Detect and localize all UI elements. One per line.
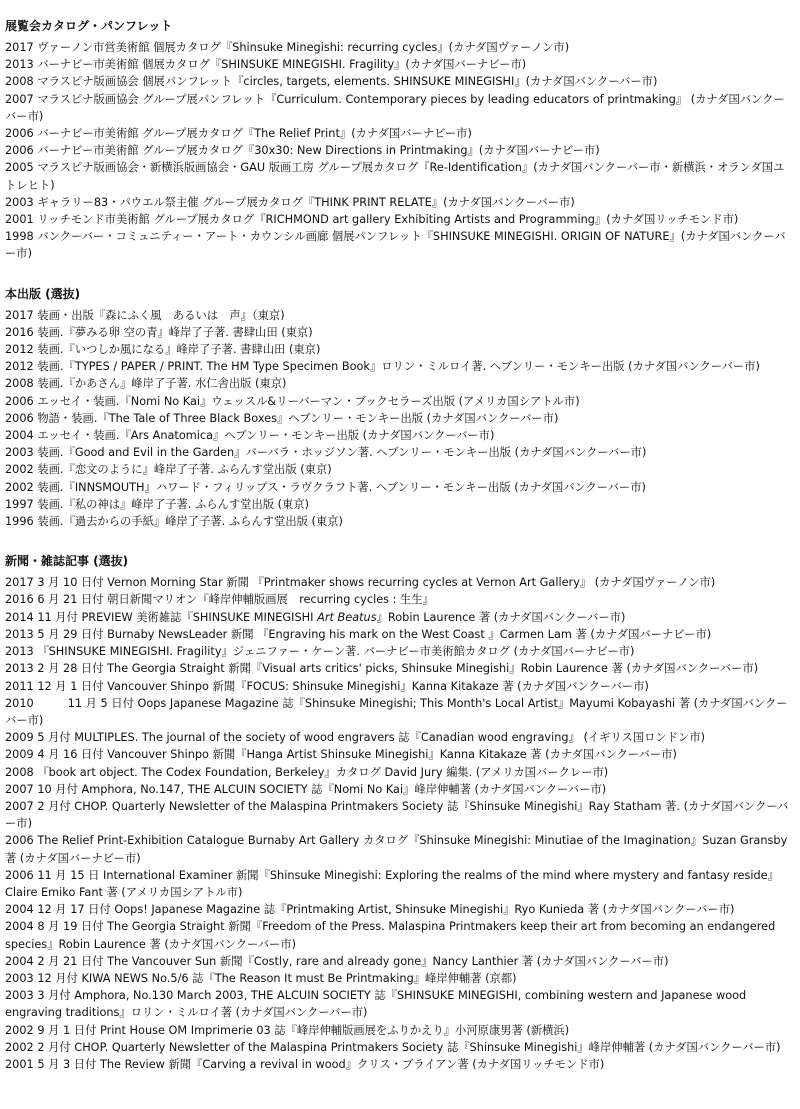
list-item: 2007 10 月付 Amphora, No.147, THE ALCUIN SOCIETY 誌『Nomi No Kai』峰岸伸輔著 (カナダ国バンクーバー市) [5,782,607,796]
list-item: 2010 11 月 5 日付 Oops Japanese Magazine 誌『Shinsuke Minegishi; This Month's Local Artist』Mayumi Kobayashi 著 (カナダ国バンクーバー市) [5,696,788,727]
exhibition-catalogs-section [5,17,793,263]
list-item: 2005 マラスピナ版画協会・新横浜版画協会・GAU 版画工房 グループ展カタログ『Re-Identification』(カナダ国バンクーバー市・新横浜・オランダ国ユトレヒト) [5,161,785,192]
list-item: 2004 12 月 17 日付 Oops! Japanese Magazine 誌『Printmaking Artist, Shinsuke Minegishi』Ryo Kunieda 著 (カナダ国バンクーバー市) [5,903,735,917]
section-title: 展覧会カタログ・パンフレット [5,19,173,33]
list-item: 2017 装画・出版『森にふく風 あるいは 声』（東京) [5,308,285,322]
list-item: 2017 ヴァーノン市営美術館 個展カタログ『Shinsuke Minegishi: recurring cycles』(カナダ国ヴァーノン市) [5,41,570,54]
list-item: 2003 装画.『Good and Evil in the Garden』バーバラ・ホッジソン著. ヘブンリー・モンキー出版 (カナダ国バンクーバー市) [5,446,647,460]
list-item: 1997 装画.『私の神は』峰岸了子著. ふらんす堂出版 (東京) [5,497,310,511]
list-item: 2004 8 月 19 日付 The Georgia Straight 新聞『Freedom of the Press. Malaspina Printmakers keep their art from becoming an endangered species』Robin Laurence 著 (カナダ国バンクーバー市) [5,920,776,951]
list-item: 2017 3 月 10 日付 Vernon Morning Star 新聞 『Printmaker shows recurring cycles at Vernon Art Gallery』 (カナダ国ヴァーノン市) [5,576,716,590]
entry-italic-title: Art Beatus [317,610,377,624]
list-item: 2008 マラスピナ版画協会 個展パンフレット『circles, targets, elements. SHINSUKE MINEGISHI』(カナダ国バンクーバー市) [5,75,658,89]
entry-text-part: 2014 11 月付 PREVIEW 美術雑誌『SHINSUKE MINEGISHI [5,610,318,624]
list-item: 2002 9 月 1 日付 Print House OM Imprimerie 03 誌『峰岸伸輔版画展をふりかえり』小河原康男著 (新横浜) [5,1023,570,1037]
list-item: 2004 エッセイ・装画.『Ars Anatomica』ヘブンリー・モンキー出版 (カナダ国バンクーバー市) [5,429,495,443]
list-item: 2012 装画.『TYPES / PAPER / PRINT. The HM Type Specimen Book』ロリン・ミルロイ著. ヘブンリー・モンキー出版 (カナダ国バンクーバー市) [5,360,760,374]
section-title: 本出版 (選抜) [5,286,81,301]
list-item: 2016 6 月 21 日付 朝日新聞マリオン『峰岸伸輔版画展 recurring cycles : 生生』 [5,593,434,607]
list-item: 2007 2 月付 CHOP. Quarterly Newsletter of the Malaspina Printmakers Society 誌『Shinsuke Minegishi』Ray Statham 著. (カナダ国バンクーバー市) [5,799,789,831]
list-item: 2001 5 月 3 日付 The Review 新聞『Carving a revival in wood』クリス・ブライアン著 (カナダ国リッチモンド市) [5,1057,605,1071]
list-item: 2013 バーナビー市美術館 個展カタログ『SHINSUKE MINEGISHI. Fragility』(カナダ国バーナビー市) [5,58,527,72]
list-item: 2001 リッチモンド市美術館 グループ展カタログ『RICHMOND art gallery Exhibiting Artists and Programming』(カナダ国リッチモンド市) [5,213,739,227]
list-item: 1996 装画.『過去からの手紙』峰岸了子著. ふらんす堂出版 (東京) [5,515,343,529]
list-item: 2008 『book art object. The Codex Foundation, Berkeley』カタログ David Jury 編集. (アメリカ国バークレー市) [5,765,609,779]
list-item: 2006 11 月 15 日 International Examiner 新聞『Shinsuke Minegishi: Exploring the realms of the mind where mystery and fantasy reside』Claire Emiko Fant 著 (アメリカ国シアトル市) [5,868,779,899]
list-item: 2006 物語・装画.『The Tale of Three Black Boxes』ヘブンリー・モンキー出版 (カナダ国バンクーバー市) [5,411,559,425]
list-item: 2013 2 月 28 日付 The Georgia Straight 新聞『Visual arts critics' picks, Shinsuke Minegishi』Robin Laurence 著 (カナダ国バンクーバー市) [5,662,759,676]
list-item: 2011 12 月 1 日付 Vancouver Shinpo 新聞『FOCUS: Shinsuke Minegishi』Kanna Kitakaze 著 (カナダ国バンクーバー市) [5,679,649,693]
list-item: 2003 3 月付 Amphora, No.130 March 2003, THE ALCUIN SOCIETY 誌『SHINSUKE MINEGISHI, combining western and Japanese wood engraving traditions』ロリン・ミルロイ著 (カナダ国バンクーバー市) [5,989,747,1020]
list-item: 2009 4 月 16 日付 Vancouver Shinpo 新聞『Hanga Artist Shinsuke Minegishi』Kanna Kitakaze 著 (カナダ国バンクーバー市) [5,748,677,762]
list-item: 2006 エッセイ・装画.『Nomi No Kai』ウェッスル&リーバーマン・ブックセラーズ出版 (アメリカ国シアトル市) [5,394,580,408]
list-item: 2003 12 月付 KIWA NEWS No.5/6 誌『The Reason It must Be Printmaking』峰岸伸輔著 (京都) [5,971,517,985]
list-item: 2002 2 月付 CHOP. Quarterly Newsletter of the Malaspina Printmakers Society 誌『Shinsuke Minegishi』峰岸伸輔著 (カナダ国バンクーバー市) [5,1040,781,1054]
press-articles-section [5,552,793,1073]
book-publications-section [5,285,793,531]
list-item: 2002 装画.『INNSMOUTH』ハワード・フィリップス・ラヴクラフト著. ヘブンリー・モンキー出版 (カナダ国バンクーバー市) [5,480,646,494]
list-item: 2006 バーナビー市美術館 グループ展カタログ『30x30: New Directions in Printmaking』(カナダ国バーナビー市) [5,144,600,158]
list-item: 2008 装画.『かあさん』峰岸了子著. 水仁舎出版 (東京) [5,377,287,391]
list-item: 2013 5 月 29 日付 Burnaby NewsLeader 新聞 『Engraving his mark on the West Coast 』Carmen Lam 著 (カナダ国バーナビー市) [5,627,712,641]
list-item: 2007 マラスピナ版画協会 グループ展パンフレット『Curriculum. Contemporary pieces by leading educators of printmaking』 (カナダ国バンクーバー市) [5,92,785,123]
list-item: 2004 2 月 21 日付 The Vancouver Sun 新聞『Costly, rare and already gone』Nancy Lanthier 著 (カナダ国バンクーバー市) [5,954,669,968]
list-item [5,609,793,626]
list-item: 1998 バンクーバー・コミュニティー・アート・カウンシル画廊 個展パンフレット『SHINSUKE MINEGISHI. ORIGIN OF NATURE』(カナダ国バンクーバー市) [5,230,786,261]
list-item: 2006 The Relief Print-Exhibition Catalogue Burnaby Art Gallery カタログ『Shinsuke Minegishi: Minutiae of the Imagination』Suzan Gransby 著 (カナダ国バーナビー市) [5,834,788,865]
list-item: 2002 装画.『恋文のように』峰岸了子著. ふらんす堂出版 (東京) [5,463,332,477]
list-item: 2016 装画.『夢みる卵 空の青』峰岸了子著. 書肆山田 (東京) [5,325,313,339]
list-item: 2013 『SHINSUKE MINEGISHI. Fragility』ジェニファー・ケーン著. バーナビー市美術館カタログ (カナダ国バーナビー市) [5,645,635,659]
list-item: 2009 5 月付 MULTIPLES. The journal of the society of wood engravers 誌『Canadian wood engraving』 (イギリス国ロンドン市) [5,731,706,745]
entry-text-part: 』Robin Laurence 著 (カナダ国バンクーバー市) [376,610,626,624]
list-item: 2012 装画.『いつしか風になる』峰岸了子著. 書肆山田 (東京) [5,343,321,357]
section-title: 新聞・雑誌記事 (選抜) [5,554,129,569]
list-item: 2006 バーナビー市美術館 グループ展カタログ『The Relief Print』(カナダ国バーナビー市) [5,127,472,141]
list-item: 2003 ギャラリー83・パウエル祭主催 グループ展カタログ『THINK PRINT RELATE』(カナダ国バンクーバー市) [5,195,575,209]
cv-document [5,17,793,1095]
